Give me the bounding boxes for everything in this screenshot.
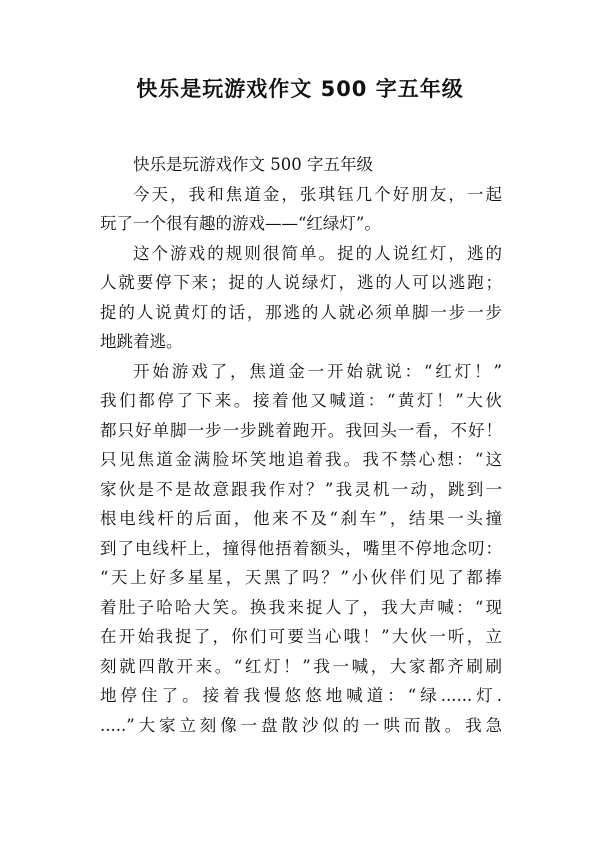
text-line: 根电线杆的后面，他来不及“刹车”，结果一头撞 (100, 509, 502, 528)
text-line: 今天，我和焦道金，张琪钰几个好朋友，一起 (133, 184, 502, 204)
text-line: 快乐是玩游戏作文 500 字五年级 (133, 155, 373, 174)
text-line: 着肚子哈哈大笑。换我来捉人了，我大声喊：“现 (100, 597, 502, 617)
text-line: 这个游戏的规则很简单。捉的人说红灯，逃的 (133, 243, 502, 263)
document-title: 快乐是玩游戏作文 500 字五年级 (136, 77, 464, 101)
text-line: 玩了一个很有趣的游戏——“红绿灯”。 (100, 214, 381, 233)
document-body (100, 150, 502, 740)
text-line: 只见焦道金满脸坏笑地追着我。我不禁心想：“这 (100, 450, 502, 469)
text-line: 我们都停了下来。接着他又喊道：“黄灯！”大伙 (100, 391, 502, 410)
text-line: .....”大家立刻像一盘散沙似的一哄而散。我急 (100, 715, 502, 735)
text-line: 都只好单脚一步一步跳着跑开。我回头一看，不好！ (100, 420, 502, 440)
text-line: 家伙是不是故意跟我作对？”我灵机一动，跳到一 (100, 479, 502, 499)
text-line: 人就要停下来；捉的人说绿灯，逃的人可以逃跑； (100, 273, 502, 292)
text-line: 刻就四散开来。“红灯！”我一喊，大家都齐刷刷 (100, 656, 502, 676)
text-line: 地跳着逃。 (100, 332, 183, 351)
text-line: 地停住了。接着我慢悠悠地喊道：“绿......灯. (100, 686, 502, 705)
text-line: 捉的人说黄灯的话，那逃的人就必须单脚一步一步 (100, 302, 502, 322)
text-line: “天上好多星星，天黑了吗？”小伙伴们见了都捧 (100, 568, 502, 587)
text-line: 到了电线杆上，撞得他捂着额头，嘴里不停地念叨： (100, 538, 502, 558)
text-line: 在开始我捉了，你们可要当心哦！”大伙一听，立 (100, 627, 502, 646)
text-line: 开始游戏了，焦道金一开始就说：“红灯！” (133, 361, 502, 381)
